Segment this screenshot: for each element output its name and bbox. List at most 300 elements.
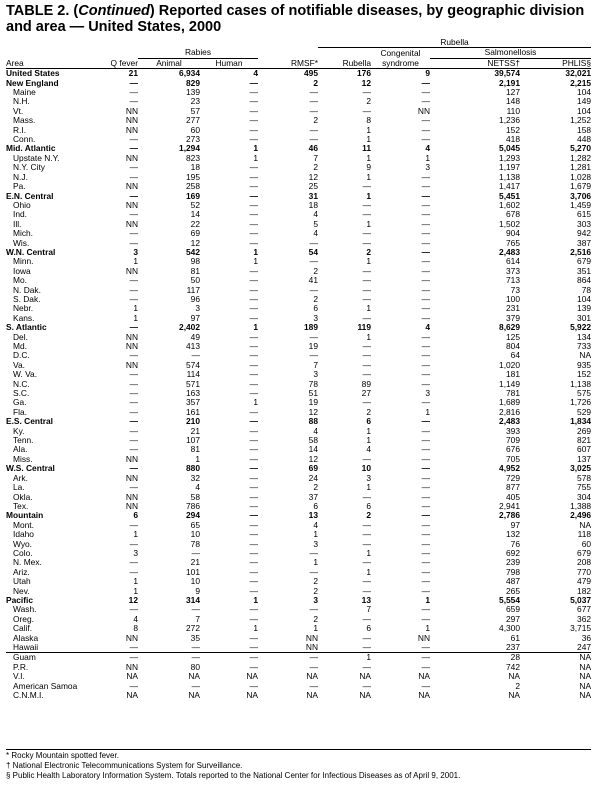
area-name-cell: Ky.: [13, 426, 25, 436]
rubella-cell: —: [362, 633, 371, 643]
netss-cell: 152: [506, 125, 520, 135]
syndrome-cell: —: [421, 417, 430, 427]
q-fever-cell: —: [129, 605, 138, 615]
area-name-cell: N. Mex.: [13, 558, 42, 568]
syndrome-cell: —: [421, 436, 430, 446]
area-name-cell: Iowa: [13, 266, 31, 276]
q-fever-cell: NN: [125, 219, 138, 229]
animal-cell: 413: [186, 342, 200, 351]
table-title: [6, 3, 594, 35]
phlis-cell: 1,282: [570, 153, 592, 163]
animal-cell: 114: [186, 370, 200, 380]
syndrome-cell: —: [421, 360, 430, 370]
human-cell: —: [249, 662, 258, 672]
table-row: [6, 192, 591, 201]
animal-cell: 52: [190, 200, 200, 210]
table-row: [6, 239, 591, 248]
rmsf-cell: —: [309, 567, 318, 577]
rmsf-cell: 19: [308, 342, 318, 351]
rubella-cell: 1: [366, 125, 371, 135]
area-name-cell: Mass.: [13, 116, 36, 126]
netss-cell: 1,417: [499, 182, 520, 192]
q-fever-cell: —: [129, 88, 138, 98]
table-row: [6, 88, 591, 97]
rmsf-cell: 3: [313, 370, 318, 380]
netss-cell: 1,602: [499, 200, 520, 210]
rubella-cell: —: [362, 238, 371, 248]
syndrome-cell: —: [421, 662, 430, 672]
netss-cell: 127: [506, 88, 520, 98]
phlis-cell: 3,715: [570, 624, 592, 634]
phlis-cell: 1,679: [570, 182, 592, 192]
q-fever-cell: NN: [125, 454, 138, 464]
rubella-cell: 6: [366, 417, 371, 427]
netss-cell: 148: [506, 97, 520, 107]
animal-cell: —: [191, 548, 200, 558]
q-fever-cell: —: [129, 389, 138, 399]
q-fever-cell: —: [129, 483, 138, 493]
area-name-cell: W. Va.: [13, 370, 38, 380]
area-name-cell: Mo.: [13, 276, 27, 286]
rubella-cell: 27: [361, 389, 371, 399]
rmsf-cell: —: [309, 351, 318, 361]
syndrome-cell: —: [371, 653, 430, 663]
syndrome-cell: 1: [425, 595, 430, 605]
syndrome-cell: NA: [418, 672, 430, 682]
table-row: [6, 276, 591, 285]
human-cell: —: [249, 483, 258, 493]
netss-cell: 804: [506, 342, 520, 351]
q-fever-cell: —: [129, 436, 138, 446]
rmsf-cell: —: [309, 106, 318, 116]
area-name-cell: La.: [13, 483, 25, 493]
human-cell: —: [249, 135, 258, 145]
phlis-cell: 1,281: [570, 163, 592, 173]
rmsf-cell: 5: [313, 219, 318, 229]
netss-cell: 8,629: [499, 323, 520, 333]
q-fever-cell: —: [129, 520, 138, 530]
area-name-cell: Wash.: [13, 605, 37, 615]
rabies-group-header: Rabies: [138, 48, 258, 58]
netss-cell: 1,020: [499, 360, 520, 370]
salmonellosis-group-header: Salmonellosis: [430, 48, 591, 58]
table-row: [6, 107, 591, 116]
netss-cell: 64: [510, 351, 520, 361]
syndrome-cell: —: [421, 530, 430, 540]
phlis-cell: NA: [520, 653, 591, 663]
table-row: [6, 79, 591, 88]
human-cell: —: [249, 351, 258, 361]
human-cell: 1: [253, 247, 258, 257]
table-row: [6, 144, 591, 153]
table-row: [6, 126, 591, 135]
area-name-cell: Conn.: [13, 135, 36, 145]
human-cell: —: [249, 210, 258, 220]
q-fever-cell: 1: [133, 586, 138, 596]
q-fever-cell: —: [129, 539, 138, 549]
area-name-cell: Del.: [13, 332, 28, 342]
syndrome-cell: —: [421, 586, 430, 596]
q-fever-cell: —: [129, 163, 138, 173]
area-name-cell: Miss.: [13, 454, 33, 464]
syndrome-cell: —: [421, 294, 430, 304]
syndrome-cell: 3: [425, 163, 430, 173]
rmsf-cell: —: [309, 97, 318, 107]
syndrome-cell: —: [421, 398, 430, 408]
human-cell: —: [249, 266, 258, 276]
rmsf-cell: 88: [308, 417, 318, 427]
animal-cell: 80: [190, 662, 200, 672]
phlis-cell: 152: [577, 370, 592, 380]
netss-cell: 487: [506, 577, 520, 587]
netss-cell: 676: [506, 445, 520, 455]
table-row: [6, 502, 591, 511]
footnote-netss: † National Electronic Telecommunications System for Surveillance.: [6, 761, 243, 770]
syndrome-cell: —: [421, 426, 430, 436]
netss-cell: 265: [506, 586, 520, 596]
animal-cell: 21: [190, 426, 200, 436]
animal-cell: 107: [186, 436, 200, 446]
area-name-cell: E.S. Central: [6, 417, 54, 427]
netss-cell: 39,574: [494, 68, 520, 79]
rubella-cell: 176: [357, 68, 371, 79]
rmsf-cell: 6: [313, 304, 318, 314]
phlis-cell: 679: [577, 257, 592, 267]
table-row: [6, 389, 591, 398]
syndrome-cell: —: [421, 370, 430, 380]
table-row: [6, 182, 591, 191]
rubella-cell: 9: [366, 163, 371, 173]
phlis-cell: 104: [577, 106, 592, 116]
netss-cell: 765: [506, 238, 520, 248]
q-fever-cell: NN: [125, 342, 138, 351]
phlis-cell: 2,516: [570, 247, 592, 257]
table-row: [6, 474, 591, 483]
syndrome-cell: —: [421, 614, 430, 624]
rubella-cell: 1: [366, 257, 371, 267]
animal-cell: 3: [195, 304, 200, 314]
q-fever-cell: —: [129, 643, 138, 652]
phlis-cell: 578: [577, 473, 592, 483]
rubella-cell: 1: [366, 304, 371, 314]
netss-cell: 97: [510, 520, 520, 530]
netss-cell: 1,197: [499, 163, 520, 173]
q-fever-cell: —: [129, 681, 138, 691]
rmsf-cell: 24: [308, 473, 318, 483]
rubella-cell: 10: [361, 464, 371, 474]
title-rest: ) Reported cases of notifiable diseases, by geographic division and area — United States, 2000: [6, 3, 585, 35]
rmsf-cell: 41: [308, 276, 318, 286]
area-name-cell: Md.: [13, 342, 27, 351]
human-cell: —: [249, 464, 258, 474]
syndrome-cell: 4: [425, 323, 430, 333]
rmsf-cell: NA: [306, 672, 318, 682]
animal-cell: 49: [190, 332, 200, 342]
rubella-cell: 4: [366, 445, 371, 455]
table-row: [6, 427, 591, 436]
rubella-cell: —: [362, 285, 371, 295]
netss-cell: 73: [510, 285, 520, 295]
phlis-cell: 2,496: [570, 511, 592, 521]
column-header-rubella: Rubella: [318, 58, 371, 68]
table-row: [6, 540, 591, 549]
phlis-cell: 448: [577, 135, 592, 145]
footnotes: [6, 751, 591, 781]
rmsf-cell: 25: [308, 182, 318, 192]
q-fever-cell: 21: [128, 68, 138, 79]
title-prefix: TABLE 2. (: [6, 3, 79, 19]
rubella-cell: 13: [361, 595, 371, 605]
table-row: [6, 624, 591, 633]
table-row: [6, 605, 591, 614]
animal-cell: 60: [190, 125, 200, 135]
human-cell: —: [249, 313, 258, 323]
netss-cell: 2,816: [499, 407, 520, 417]
human-cell: 4: [253, 68, 258, 79]
netss-cell: 100: [506, 294, 520, 304]
syndrome-cell: —: [421, 605, 430, 615]
area-name-cell: D.C.: [13, 351, 30, 361]
table-row: [6, 201, 591, 210]
human-cell: —: [249, 125, 258, 135]
rubella-cell: 12: [361, 78, 371, 88]
phlis-cell: 1,459: [570, 200, 592, 210]
rubella-cell: —: [362, 492, 371, 502]
netss-cell: 5,554: [499, 595, 520, 605]
rubella-cell: 3: [366, 473, 371, 483]
animal-cell: 163: [186, 389, 200, 399]
q-fever-cell: —: [129, 238, 138, 248]
q-fever-cell: NN: [125, 116, 138, 126]
human-cell: —: [249, 548, 258, 558]
animal-cell: 65: [190, 520, 200, 530]
phlis-cell: 134: [577, 332, 592, 342]
rubella-cell: —: [362, 681, 371, 691]
human-cell: —: [249, 567, 258, 577]
animal-cell: 23: [190, 97, 200, 107]
area-name-cell: N.J.: [13, 172, 28, 182]
rubella-cell: 11: [362, 144, 371, 154]
rmsf-cell: 1: [313, 558, 318, 568]
phlis-cell: 362: [577, 614, 592, 624]
human-cell: 1: [253, 153, 258, 163]
animal-cell: 10: [190, 530, 200, 540]
q-fever-cell: —: [129, 294, 138, 304]
q-fever-cell: NA: [126, 672, 138, 682]
animal-cell: 50: [190, 276, 200, 286]
area-name-cell: Utah: [13, 577, 31, 587]
area-name-cell: Maine: [13, 88, 36, 98]
table-row: [6, 483, 591, 492]
area-name-cell: Ala.: [13, 445, 28, 455]
table-row: [6, 445, 591, 454]
area-name-cell: Nebr.: [13, 304, 34, 314]
netss-cell: 1,236: [499, 116, 520, 126]
q-fever-cell: —: [129, 379, 138, 389]
rubella-cell: 1: [366, 426, 371, 436]
animal-cell: 10: [190, 577, 200, 587]
rubella-cell: —: [362, 351, 371, 361]
table-row: [6, 248, 591, 257]
rmsf-cell: 1: [313, 624, 318, 634]
q-fever-cell: —: [129, 191, 138, 201]
phlis-cell: 387: [577, 238, 592, 248]
human-cell: 1: [253, 144, 258, 154]
rubella-cell: —: [362, 614, 371, 624]
phlis-cell: 149: [577, 97, 592, 107]
rmsf-cell: 7: [313, 360, 318, 370]
phlis-cell: 733: [577, 342, 592, 351]
animal-cell: 9: [195, 586, 200, 596]
table-row: [6, 663, 591, 672]
rmsf-cell: 37: [308, 492, 318, 502]
netss-cell: 709: [506, 436, 520, 446]
human-cell: —: [249, 200, 258, 210]
table-row: [6, 493, 591, 502]
human-cell: —: [249, 530, 258, 540]
animal-cell: 314: [186, 595, 200, 605]
human-cell: —: [249, 379, 258, 389]
human-cell: NA: [246, 672, 258, 682]
rubella-cell: —: [362, 106, 371, 116]
rmsf-cell: NN: [305, 643, 318, 652]
netss-cell: 393: [506, 426, 520, 436]
rmsf-cell: 46: [308, 144, 318, 154]
rmsf-cell: —: [309, 681, 318, 691]
human-cell: —: [249, 511, 258, 521]
area-name-cell: Calif.: [13, 624, 33, 634]
netss-cell: 729: [506, 473, 520, 483]
netss-cell: NA: [508, 691, 520, 701]
human-cell: —: [249, 586, 258, 596]
notifiable-diseases-table: [6, 38, 591, 700]
animal-cell: 98: [190, 257, 200, 267]
syndrome-cell: —: [421, 247, 430, 257]
area-name-cell: Kans.: [13, 313, 35, 323]
syndrome-cell: —: [421, 172, 430, 182]
phlis-cell: 3,025: [570, 464, 592, 474]
netss-cell: 418: [506, 135, 520, 145]
phlis-cell: 615: [577, 210, 592, 220]
human-cell: —: [249, 276, 258, 286]
rubella-cell: —: [362, 88, 371, 98]
netss-cell: 2,483: [499, 247, 520, 257]
table-row: [6, 691, 591, 700]
table-row: [6, 634, 591, 643]
q-fever-cell: —: [129, 398, 138, 408]
phlis-cell: 575: [577, 389, 592, 399]
q-fever-cell: —: [129, 172, 138, 182]
syndrome-cell: —: [421, 332, 430, 342]
rubella-cell: 2: [366, 97, 371, 107]
phlis-cell: NA: [579, 691, 592, 701]
area-name-cell: Idaho: [13, 530, 34, 540]
rmsf-cell: 14: [308, 445, 318, 455]
phlis-cell: 32,021: [565, 68, 592, 79]
rmsf-cell: NN: [305, 633, 318, 643]
phlis-cell: 821: [577, 436, 592, 446]
table-row: [6, 304, 591, 313]
phlis-cell: 2,215: [570, 78, 592, 88]
rmsf-cell: —: [309, 605, 318, 615]
q-fever-cell: 8: [133, 624, 138, 634]
rubella-cell: —: [362, 558, 371, 568]
q-fever-cell: —: [129, 210, 138, 220]
syndrome-cell: —: [421, 492, 430, 502]
netss-cell: 705: [506, 454, 520, 464]
table-row: [6, 267, 591, 276]
human-cell: —: [249, 219, 258, 229]
rubella-cell: 7: [366, 605, 371, 615]
q-fever-cell: —: [129, 323, 138, 333]
rubella-cell: —: [362, 360, 371, 370]
netss-cell: NA: [508, 672, 520, 682]
netss-cell: 297: [506, 614, 520, 624]
q-fever-cell: NN: [125, 473, 138, 483]
syndrome-cell: 1: [425, 624, 430, 634]
q-fever-cell: 4: [133, 614, 138, 624]
area-name-cell: Hawaii: [13, 643, 39, 652]
human-cell: —: [249, 577, 258, 587]
phlis-cell: 301: [577, 313, 592, 323]
table-row: [6, 568, 591, 577]
animal-cell: 6,934: [179, 68, 200, 79]
rubella-cell: 1: [366, 332, 371, 342]
column-header-q-fever: Q fever: [96, 58, 138, 68]
netss-cell: 110: [506, 106, 520, 116]
area-name-cell: S.C.: [13, 389, 30, 399]
human-cell: 1: [253, 595, 258, 605]
phlis-cell: 5,037: [570, 595, 592, 605]
rmsf-cell: 2: [313, 614, 318, 624]
rubella-cell: 6: [366, 501, 371, 511]
netss-cell: 5,045: [499, 144, 520, 154]
q-fever-cell: —: [129, 78, 138, 88]
phlis-cell: 5,270: [570, 144, 592, 154]
phlis-cell: 104: [577, 294, 592, 304]
rubella-cell: —: [362, 229, 371, 239]
table-row: [6, 116, 591, 125]
table-row: [6, 314, 591, 323]
phlis-cell: 5,922: [570, 323, 592, 333]
phlis-cell: 182: [577, 586, 592, 596]
rubella-cell: —: [362, 182, 371, 192]
area-name-cell: Wis.: [13, 238, 30, 248]
animal-cell: —: [191, 643, 200, 652]
q-fever-cell: 1: [133, 530, 138, 540]
table-row: [6, 323, 591, 332]
phlis-cell: 479: [577, 577, 592, 587]
table-row: [6, 436, 591, 445]
animal-cell: 294: [186, 511, 200, 521]
phlis-cell: 247: [577, 643, 592, 652]
phlis-cell: NA: [579, 662, 592, 672]
human-cell: —: [249, 182, 258, 192]
animal-cell: 96: [190, 294, 200, 304]
table-row: [6, 587, 591, 596]
netss-cell: 231: [506, 304, 520, 314]
q-fever-cell: —: [96, 653, 138, 663]
animal-cell: 78: [190, 539, 200, 549]
rmsf-cell: —: [309, 662, 318, 672]
rubella-cell: 1: [366, 436, 371, 446]
table-row: [6, 417, 591, 426]
animal-cell: 357: [186, 398, 200, 408]
q-fever-cell: NN: [125, 106, 138, 116]
rubella-cell: 8: [366, 116, 371, 126]
q-fever-cell: NN: [125, 662, 138, 672]
syndrome-cell: —: [421, 266, 430, 276]
